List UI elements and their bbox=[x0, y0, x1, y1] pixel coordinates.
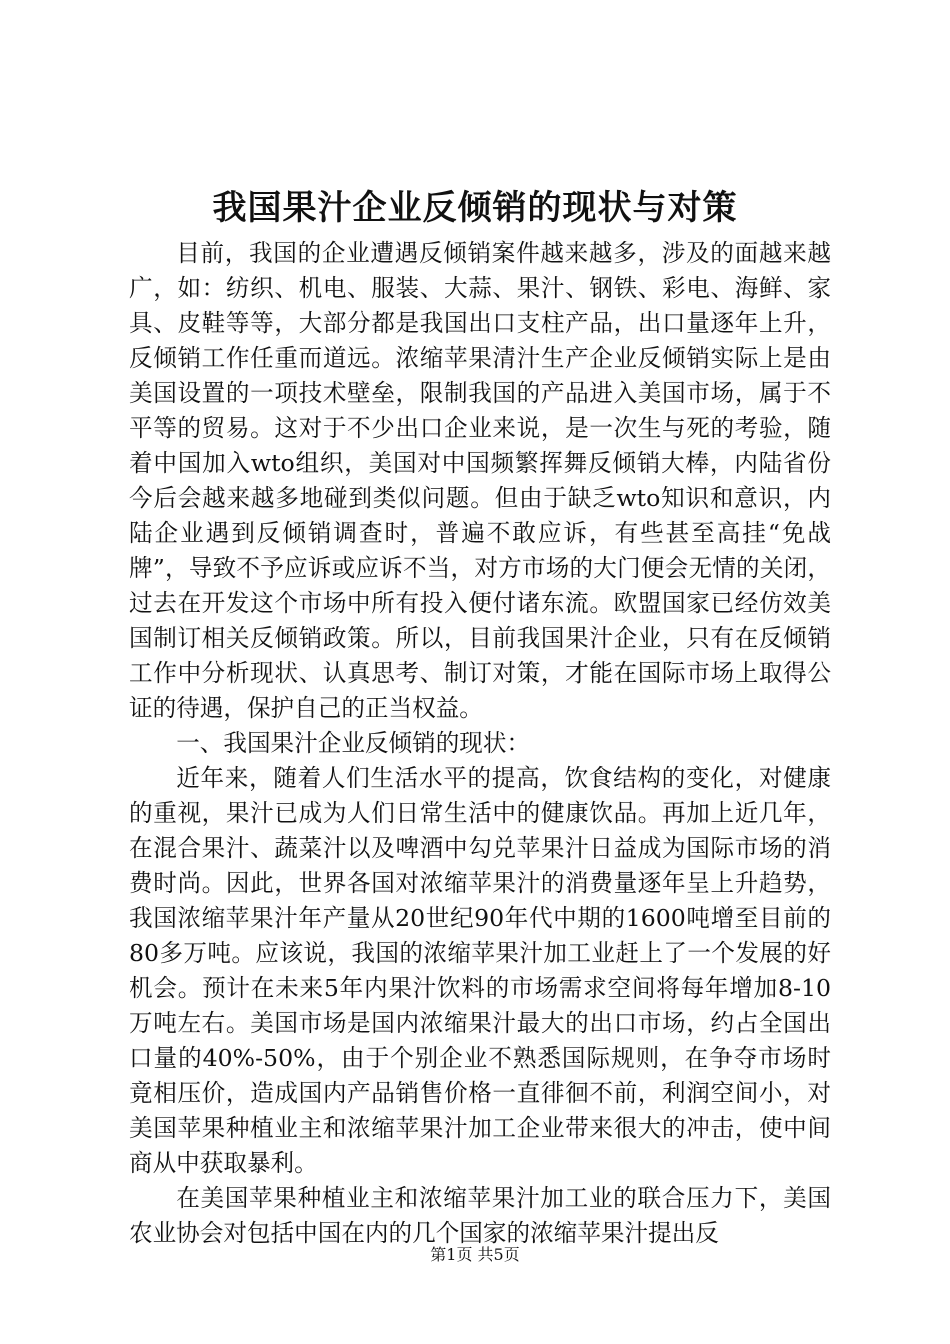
document-body bbox=[129, 236, 831, 1251]
page-number-footer: 第1页 共5页 bbox=[430, 1245, 520, 1264]
paragraph-market-growth: 近年来，随着人们生活水平的提高，饮食结构的变化，对健康的重视，果汁已成为人们日常生活中的健康饮品。再加上近几年，在混合果汁、蔬菜汁以及啤酒中勾兑苹果汁日益成为国际市场的消费时尚。因此，世界各国对浓缩苹果汁的消费量逐年呈上升趋势，我国浓缩苹果汁年产量从20世纪90年代中期的1600吨增至目前的80多万吨。应该说，我国的浓缩苹果汁加工业赶上了一个发展的好机会。预计在未来5年内果汁饮料的市场需求空间将每年增加8-10万吨左右。美国市场是国内浓缩果汁最大的出口市场，约占全国出口量的40%-50%，由于个别企业不熟悉国际规则，在争夺市场时竟相压价，造成国内产品销售价格一直徘徊不前，利润空间小，对美国苹果种植业主和浓缩苹果汁加工企业带来很大的冲击，使中间商从中获取暴利。 bbox=[129, 764, 831, 1177]
document-title: 我国果汁企业反倾销的现状与对策 bbox=[212, 188, 738, 228]
paragraph-us-pressure: 在美国苹果种植业主和浓缩苹果汁加工业的联合压力下，美国农业协会对包括中国在内的几个国家的浓缩苹果汁提出反 bbox=[129, 1184, 831, 1247]
section-heading-current-status: 一、我国果汁企业反倾销的现状： bbox=[176, 729, 531, 757]
paragraph-intro: 目前，我国的企业遭遇反倾销案件越来越多，涉及的面越来越广，如：纺织、机电、服装、大蒜、果汁、钢铁、彩电、海鲜、家具、皮鞋等等，大部分都是我国出口支柱产品，出口量逐年上升，反倾销工作任重而道远。浓缩苹果清汁生产企业反倾销实际上是由美国设置的一项技术壁垒，限制我国的产品进入美国市场，属于不平等的贸易。这对于不少出口企业来说，是一次生与死的考验，随着中国加入wto组织，美国对中国频繁挥舞反倾销大棒，内陆省份今后会越来越多地碰到类似问题。但由于缺乏wto知识和意识，内陆企业遇到反倾销调查时，普遍不敢应诉，有些甚至高挂“免战牌”，导致不予应诉或应诉不当，对方市场的大门便会无情的关闭，过去在开发这个市场中所有投入便付诸东流。欧盟国家已经仿效美国制订相关反倾销政策。所以，目前我国果汁企业，只有在反倾销工作中分析现状、认真思考、制订对策，才能在国际市场上取得公证的待遇，保护自己的正当权益。 bbox=[129, 239, 831, 722]
